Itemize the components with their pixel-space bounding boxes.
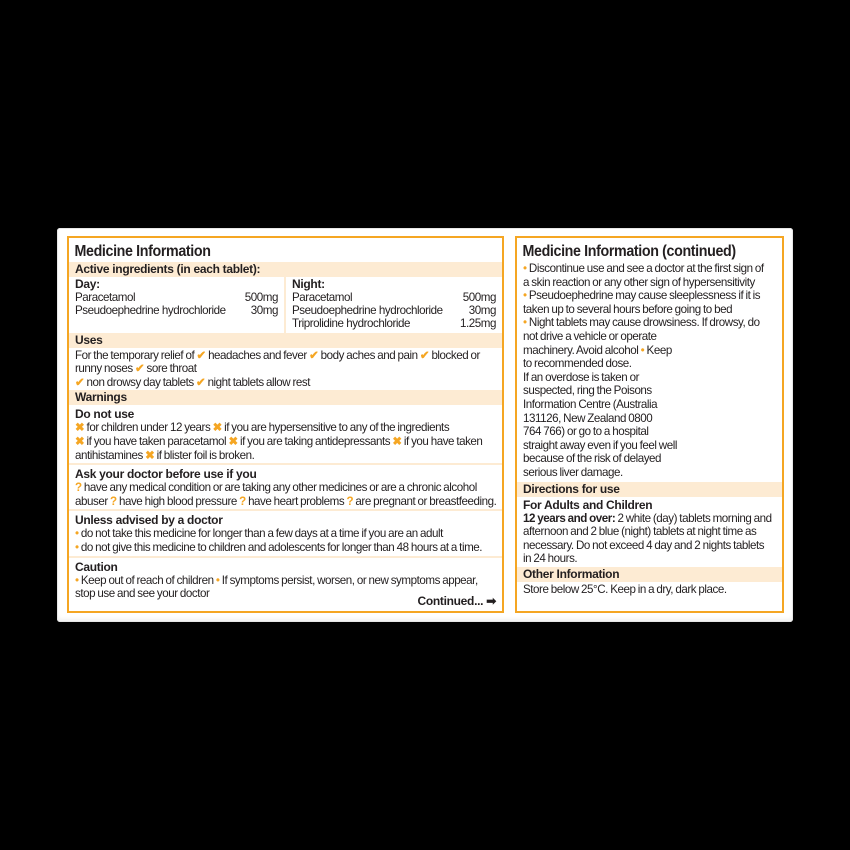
text-line: Keep (646, 343, 672, 357)
ingredient-name: Pseudoephedrine hydrochloride (75, 304, 226, 318)
caution-title: Caution (75, 559, 118, 574)
text-line: Pseudoephedrine may cause sleeplessness if it is (528, 289, 761, 303)
continued-label (417, 594, 496, 608)
bullet-icon: • (523, 316, 527, 330)
ingredient-row (292, 317, 496, 330)
ingredient-amount: 30mg (468, 304, 496, 318)
advice-item: do not give this medicine to children and adolescents for longer than 48 hours at a time. (80, 540, 483, 554)
age-label: 12 years and over: (523, 511, 616, 525)
cross-icon: ✖ (145, 448, 155, 462)
warning-item: if you have taken paracetamol (86, 434, 227, 448)
question-icon: ? (239, 494, 246, 508)
ingredient-amount: 500mg (244, 291, 278, 304)
ask-item: have heart problems (248, 494, 345, 508)
warning-item: if blister foil is broken. (156, 448, 255, 462)
uses-text (69, 348, 502, 391)
other-information-header: Other Information (517, 567, 782, 582)
text-line: in 24 hours. (523, 552, 578, 566)
directions-text (517, 512, 782, 567)
caution-item: stop use and see your doctor (75, 587, 210, 601)
unless-advised-text (69, 527, 502, 554)
medicine-information-panel (67, 236, 504, 613)
cross-icon: ✖ (392, 434, 402, 448)
text-line: necessary. Do not exceed 4 day and 2 nights tablets (523, 538, 765, 552)
text-line: not drive a vehicle or operate (523, 329, 657, 343)
warning-item: if you are taking antidepressants (240, 434, 391, 448)
cross-icon: ✖ (75, 434, 85, 448)
text-line: machinery. Avoid alcohol (523, 343, 639, 357)
check-icon: ✔ (309, 348, 319, 362)
use-item: blocked or (431, 348, 480, 362)
panel-title: Medicine Information (continued) (522, 243, 736, 260)
warning-item: if you are hypersensitive to any of the ingredients (224, 421, 450, 435)
directions-header: Directions for use (517, 482, 782, 497)
question-icon: ? (75, 481, 82, 495)
other-information-text (517, 582, 782, 597)
warning-item: for children under 12 years (86, 421, 211, 435)
ingredient-amount: 1.25mg (460, 317, 496, 331)
bullet-icon: • (523, 289, 527, 303)
day-ingredients (69, 277, 286, 333)
do-not-use-title: Do not use (75, 407, 134, 422)
text-line: to recommended dose. (523, 357, 632, 371)
bullet-icon: • (640, 343, 645, 357)
ingredient-name: Triprolidine hydrochloride (292, 317, 411, 331)
text-line: because of the risk of delayed (523, 452, 662, 466)
storage-text: Store below 25°C. Keep in a dry, dark place. (523, 582, 727, 596)
check-icon: ✔ (135, 362, 145, 376)
ingredient-row (75, 291, 278, 304)
check-icon: ✔ (419, 348, 430, 362)
text-line: 131126, New Zealand 0800 (523, 411, 653, 425)
text-line: If an overdose is taken or (523, 370, 639, 384)
ingredient-name: Pseudoephedrine hydrochloride (292, 304, 443, 318)
bullet-icon: • (75, 527, 79, 541)
cross-icon: ✖ (212, 421, 222, 435)
text-line: Night tablets may cause drowsiness. If drowsy, do (528, 316, 760, 330)
text-line: 764 766) or go to a hospital (523, 425, 649, 439)
text-line: serious liver damage. (523, 465, 623, 479)
unless-advised-title: Unless advised by a doctor (75, 513, 223, 528)
text-line: a skin reaction or any other sign of hypersensitivity (523, 275, 755, 289)
use-item: sore throat (146, 362, 197, 376)
use-item: headaches and fever (208, 348, 307, 362)
question-icon: ? (110, 494, 117, 508)
check-icon: ✔ (75, 375, 85, 389)
warning-item: if you have taken (403, 434, 483, 448)
panel-title: Medicine Information (74, 243, 211, 260)
bullet-icon: • (75, 540, 79, 554)
caution-item: If symptoms persist, worsen, or new symptoms appear, (221, 573, 478, 587)
use-item: runny noses (75, 362, 133, 376)
do-not-use-text (69, 421, 502, 462)
text-line: straight away even if you feel well (523, 438, 677, 452)
ingredients-table (69, 277, 502, 333)
use-item: non drowsy day tablets (86, 375, 194, 389)
ingredient-row (292, 291, 496, 304)
text-line: Discontinue use and see a doctor at the first sign of (528, 262, 764, 275)
ingredient-name: Paracetamol (292, 291, 353, 304)
advice-item: do not take this medicine for longer than a few days at a time if you are an adult (80, 527, 443, 541)
text-line: 2 white (day) tablets morning and (617, 511, 772, 525)
bullet-icon: • (215, 573, 220, 587)
question-icon: ? (346, 494, 354, 508)
active-ingredients-header: Active ingredients (in each tablet): (69, 262, 502, 277)
ingredient-name: Paracetamol (75, 291, 136, 304)
ask-item: have any medical condition or are taking any other medicines or are a chronic alcohol (83, 481, 477, 495)
ask-item: abuser (75, 494, 108, 508)
ingredient-row (292, 304, 496, 317)
ask-item: are pregnant or breastfeeding. (355, 494, 497, 508)
night-ingredients (286, 277, 502, 333)
warning-item: antihistamines (75, 448, 143, 462)
ask-item: have high blood pressure (118, 494, 237, 508)
ingredient-amount: 30mg (250, 304, 278, 318)
text-line: taken up to several hours before going to bed (523, 302, 733, 316)
use-item: night tablets allow rest (207, 375, 310, 389)
continued-warnings-text (517, 262, 782, 482)
medicine-information-continued-panel (515, 236, 784, 613)
uses-header: Uses (69, 333, 502, 348)
warnings-header: Warnings (69, 390, 502, 405)
bullet-icon: • (75, 573, 79, 587)
day-label: Day: (75, 277, 100, 291)
caution-item: Keep out of reach of children (80, 573, 214, 587)
continued-text: Continued... (417, 594, 484, 608)
night-label: Night: (292, 277, 325, 291)
cross-icon: ✖ (75, 421, 85, 435)
ingredient-amount: 500mg (462, 291, 496, 304)
ingredient-row (75, 304, 278, 317)
arrow-right-icon: ➡ (486, 594, 496, 608)
directions-subtitle: For Adults and Children (523, 497, 653, 512)
check-icon: ✔ (196, 375, 206, 389)
text-line: afternoon and 2 blue (night) tablets at night time as (523, 525, 757, 539)
cross-icon: ✖ (228, 434, 238, 448)
ask-doctor-title: Ask your doctor before use if you (75, 467, 257, 482)
uses-intro: For the temporary relief of (75, 348, 195, 362)
check-icon: ✔ (196, 348, 206, 362)
text-line: suspected, ring the Poisons (523, 384, 652, 398)
ask-doctor-text (69, 481, 502, 508)
use-item: body aches and pain (320, 348, 418, 362)
text-line: Information Centre (Australia (523, 397, 658, 411)
bullet-icon: • (523, 262, 527, 275)
